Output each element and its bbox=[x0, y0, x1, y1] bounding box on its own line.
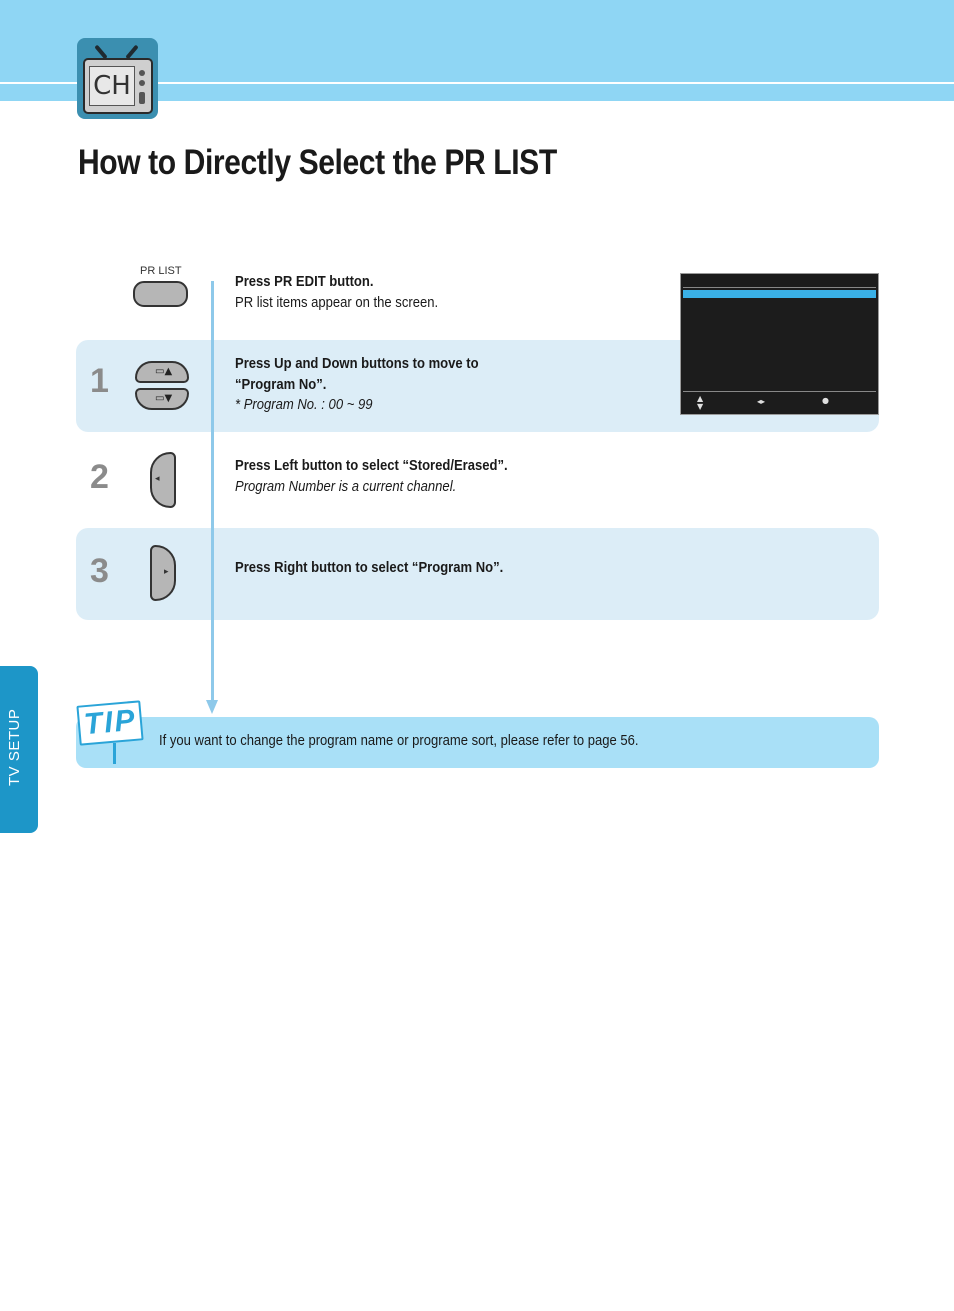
step-instruction: Press PR EDIT button. bbox=[235, 274, 374, 290]
tv-knob bbox=[139, 70, 145, 76]
osd-divider bbox=[683, 391, 876, 392]
tip-text: If you want to change the program name or programe sort, please refer to page 56. bbox=[159, 733, 639, 749]
step-note: * Program No. : 00 ~ 99 bbox=[235, 397, 373, 413]
osd-screen bbox=[680, 273, 879, 415]
step-instruction: “Program No”. bbox=[235, 376, 327, 393]
tv-channel-icon bbox=[77, 38, 158, 119]
up-down-button-icon bbox=[135, 361, 189, 411]
left-button-icon bbox=[150, 452, 176, 508]
step-number: 3 bbox=[90, 552, 109, 590]
tv-knob bbox=[139, 80, 145, 86]
up-glyph: ▭▲ bbox=[155, 366, 173, 377]
tip-badge-label: TIP bbox=[82, 703, 138, 742]
step-note: PR list items appear on the screen. bbox=[235, 294, 439, 311]
right-arrow-icon: ▸ bbox=[164, 567, 169, 577]
section-tab[interactable] bbox=[0, 666, 38, 833]
step-0-text bbox=[235, 272, 438, 313]
osd-divider bbox=[683, 287, 876, 288]
flow-arrow-icon bbox=[206, 700, 218, 714]
section-tab-label: TV SETUP bbox=[6, 708, 23, 786]
step-number: 2 bbox=[90, 458, 109, 496]
step-instruction: Press Up and Down buttons to move to bbox=[235, 356, 479, 372]
dot-icon: ● bbox=[822, 396, 829, 405]
down-glyph: ▭▼ bbox=[155, 393, 173, 404]
tip-badge-pole bbox=[113, 743, 116, 764]
osd-highlight-bar bbox=[683, 290, 876, 298]
step-instruction: Press Left button to select “Stored/Erased”. bbox=[235, 458, 508, 474]
page-title: How to Directly Select the PR LIST bbox=[78, 143, 557, 182]
leftright-arrows-icon: ◂▸ bbox=[757, 397, 766, 406]
step-number: 1 bbox=[90, 362, 109, 400]
step-instruction: Press Right button to select “Program No”. bbox=[235, 560, 504, 576]
up-button-icon bbox=[135, 361, 189, 383]
pr-list-caption: PR LIST bbox=[140, 265, 182, 277]
tv-slider bbox=[139, 92, 145, 104]
step-note: Program Number is a current channel. bbox=[235, 478, 457, 495]
flow-line bbox=[211, 281, 214, 706]
step-1-text bbox=[235, 354, 479, 416]
left-arrow-icon: ◂ bbox=[155, 474, 160, 484]
tip-badge-icon bbox=[76, 700, 143, 745]
down-button-icon bbox=[135, 388, 189, 410]
step-2-text bbox=[235, 456, 508, 497]
pr-list-button-icon bbox=[133, 281, 188, 307]
tv-screen-label: CH bbox=[89, 66, 135, 106]
step-3-text bbox=[235, 558, 503, 579]
updown-arrows-icon: ▲ ▼ bbox=[697, 394, 704, 411]
tv-body bbox=[83, 58, 153, 114]
